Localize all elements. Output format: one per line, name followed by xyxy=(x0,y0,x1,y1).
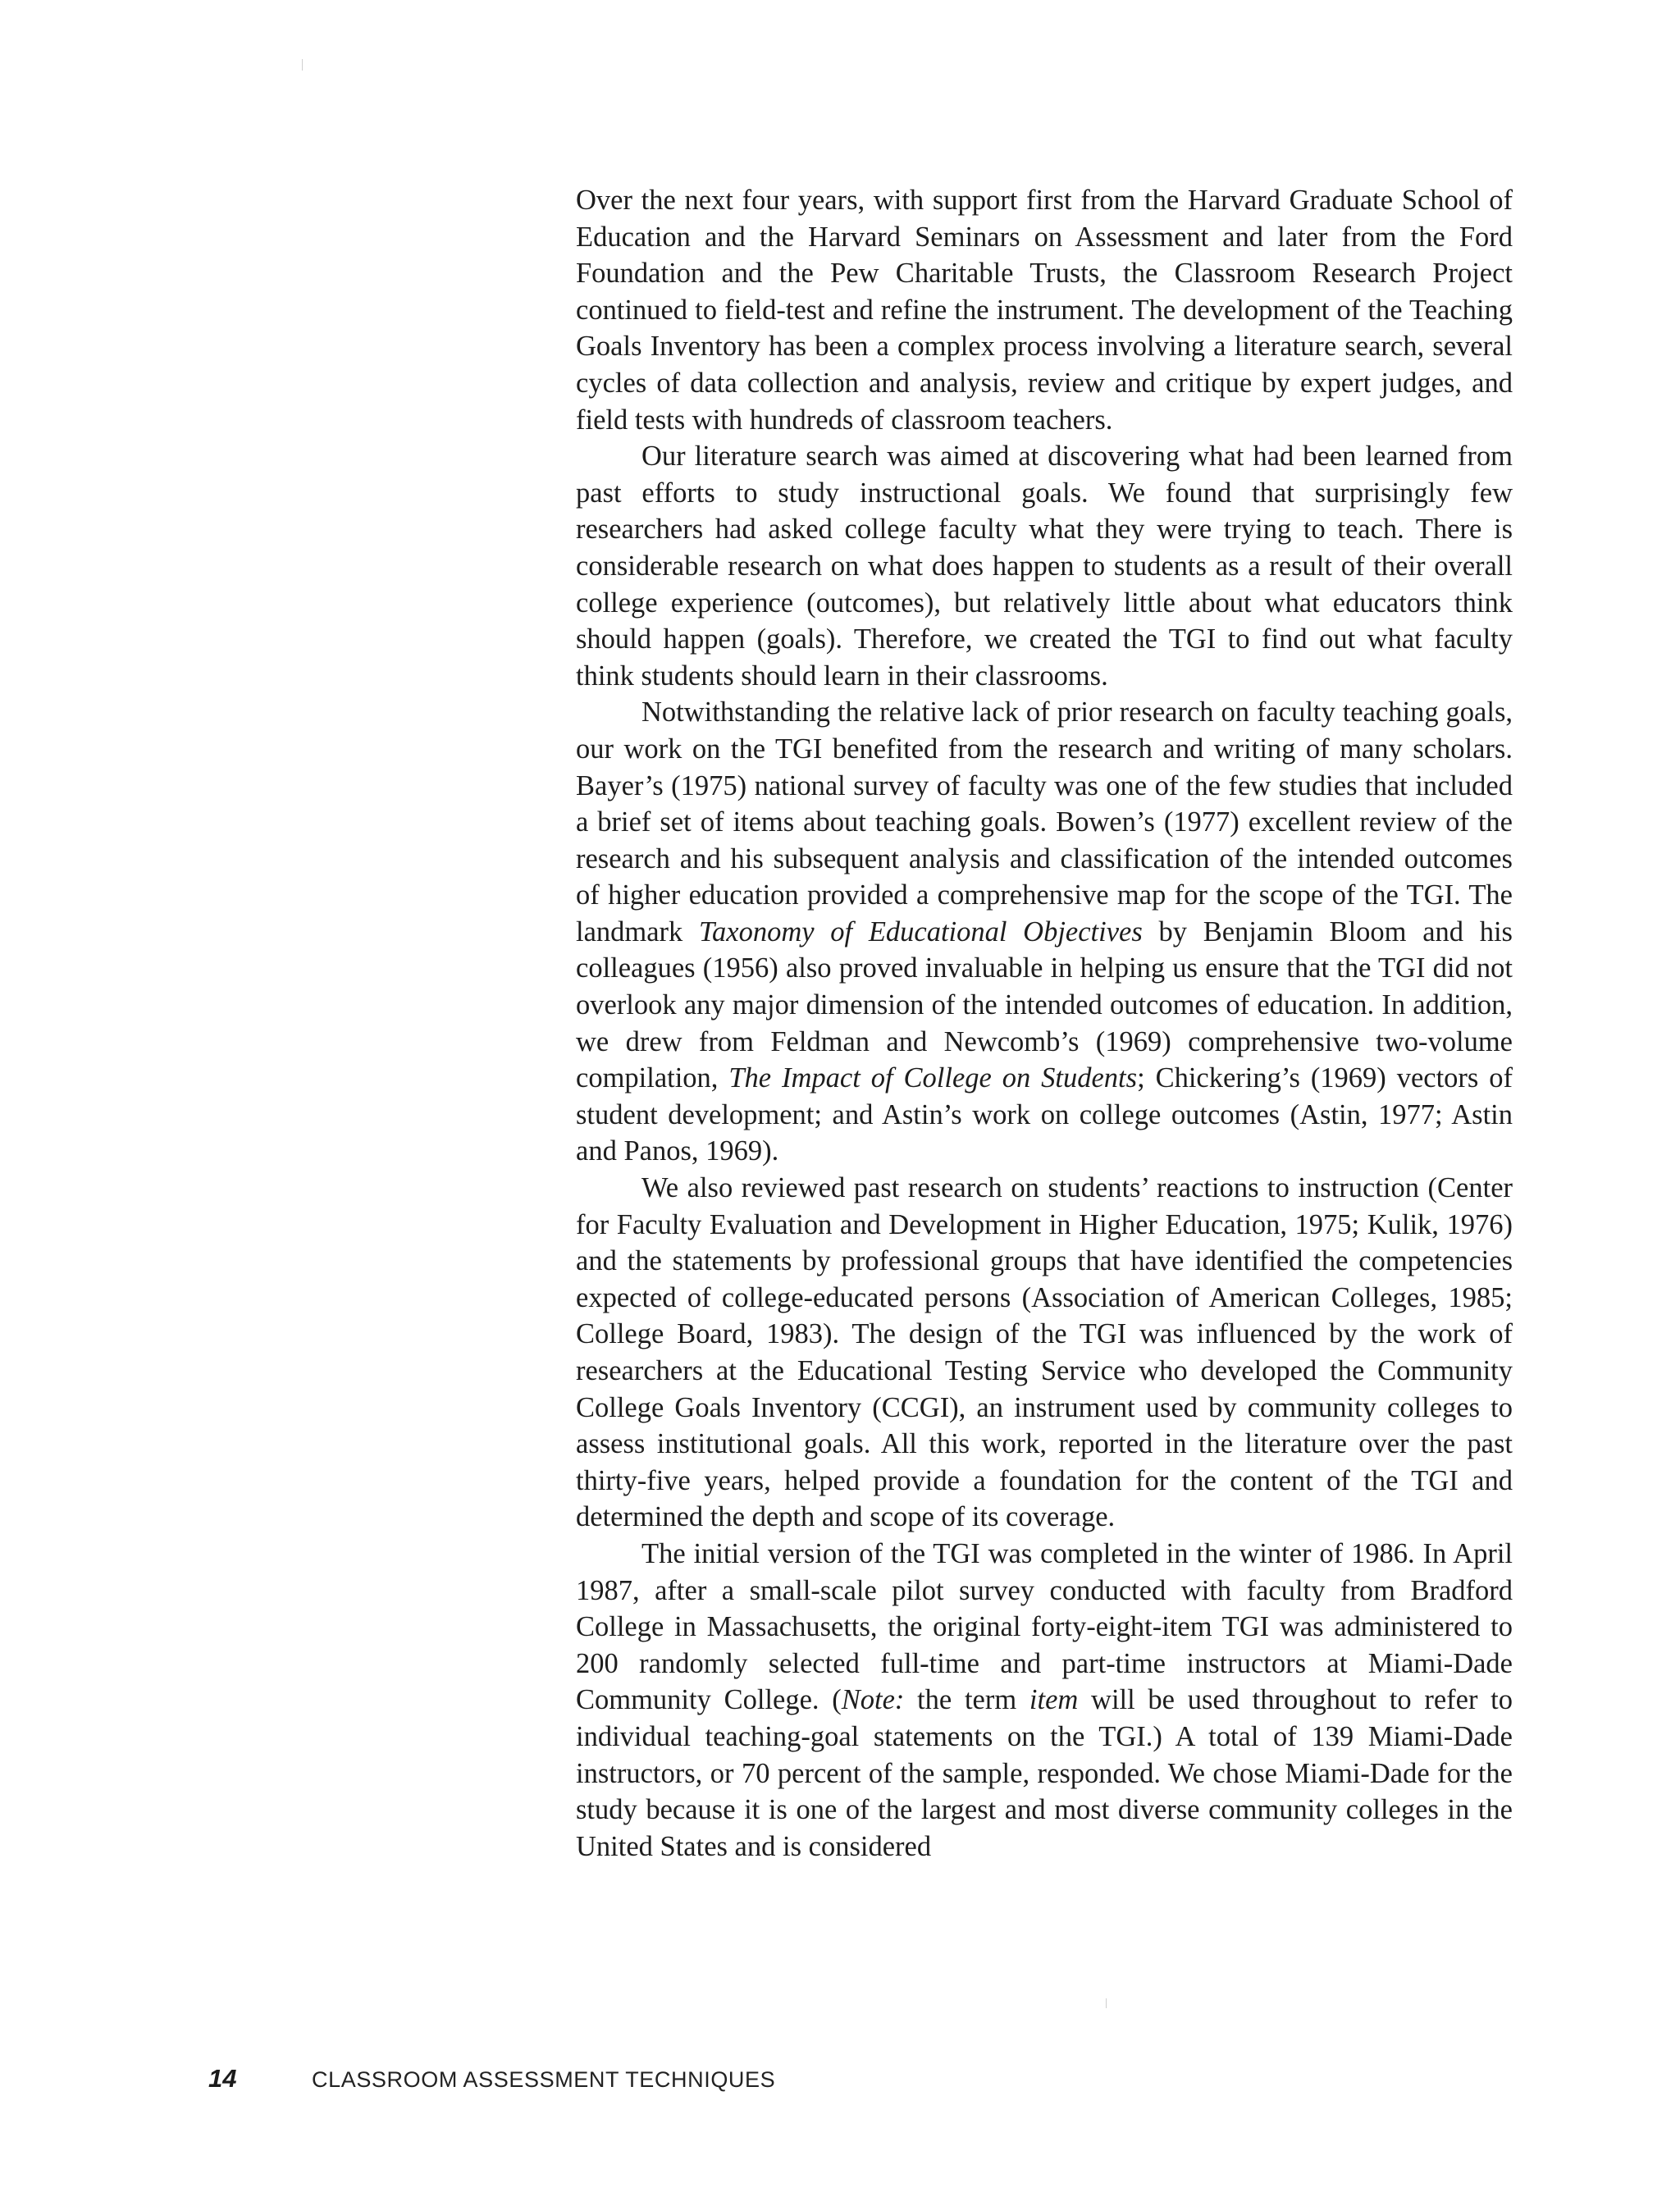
italic-text: Note: xyxy=(841,1684,905,1716)
text-run: We also reviewed past research on students’ reactions to instruction (Center for Faculty Evaluation and Development in Higher Education, 1975; Kulik, 1976) and the statements by professional groups that have identified the competencies expected of college-educated persons (Association of American Colleges, 1985; College Board, 1983). The design of the TGI was influenced by the work of researchers at the Educational Testing Service who developed the Community College Goals Inventory (CCGI), an instrument used by community colleges to assess institutional goals. All this work, reported in the literature over the past thirty-five years, helped provide a foundation for the content of the TGI and determined the depth and scope of its coverage. xyxy=(576,1172,1513,1533)
text-run: ; Chickering’s (1969) vectors of student development; and Astin’s work on college outcomes (Astin, 1977; Astin and Panos, 1969). xyxy=(576,1062,1513,1167)
italic-text: Taxonomy of Educational Objectives xyxy=(699,916,1143,947)
paragraph xyxy=(576,1536,1513,1865)
italic-text: The Impact of College on Students xyxy=(728,1062,1138,1094)
page-number: 14 xyxy=(208,2064,237,2093)
text-run: the term xyxy=(904,1684,1029,1716)
paragraph xyxy=(576,694,1513,1170)
page-footer xyxy=(208,2064,775,2097)
italic-text: item xyxy=(1029,1684,1079,1716)
paragraph xyxy=(576,1170,1513,1536)
scan-mark-top xyxy=(302,59,303,71)
paragraph xyxy=(576,438,1513,694)
scan-mark-bottom xyxy=(1106,1998,1107,2008)
text-run: Over the next four years, with support first from the Harvard Graduate School of Education and the Harvard Seminars on Assessment and later from the Ford Foundation and the Pew Charitable Trusts, the Classroom Research Project continued to field-test and refine the instrument. The development of the Teaching Goals Inventory has been a complex process involving a literature search, several cycles of data collection and analysis, review and critique by expert judges, and field tests with hundreds of classroom teachers. xyxy=(576,185,1513,436)
running-head: CLASSROOM ASSESSMENT TECHNIQUES xyxy=(312,2067,776,2092)
text-run: The initial version of the TGI was completed in the winter of 1986. In April 1987, after a small-scale pilot survey conducted with faculty from Bradford College in Massachusetts, the original forty-eight-item TGI was administered to 200 randomly selected full-time and part-time instructors at Miami-Dade Community College. ( xyxy=(576,1537,1513,1716)
body-text xyxy=(576,182,1513,1865)
text-run: Our literature search was aimed at discovering what had been learned from past efforts to study instructional goals. We found that surprisingly few researchers had asked college faculty what they were trying to teach. There is considerable research on what does happen to students as a result of their overall college experience (outcomes), but relatively little about what educators think should happen (goals). Therefore, we created the TGI to find out what faculty think students should learn in their classrooms. xyxy=(576,441,1513,692)
text-run: Notwithstanding the relative lack of prior research on faculty teaching goals, our work on the TGI benefited from the research and writing of many scholars. Bayer’s (1975) national survey of faculty was one of the few studies that included a brief set of items about teaching goals. Bowen’s (1977) excellent review of the research and his subsequent analysis and classification of the intended outcomes of higher education provided a comprehensive map for the scope of the TGI. The landmark xyxy=(576,696,1513,947)
text-run: will be used throughout to refer to individual teaching-goal statements on the TGI.) A total of 139 Miami-Dade instructors, or 70 percent of the sample, responded. We chose Miami-Dade for the study because it is one of the largest and most diverse community colleges in the United States and is considered xyxy=(576,1684,1513,1862)
paragraph xyxy=(576,182,1513,438)
text-run: by Benjamin Bloom and his colleagues (1956) also proved invaluable in helping us ensure that the TGI did not overlook any major dimension of the intended outcomes of education. In addition, we drew from Feldman and Newcomb’s (1969) comprehensive two-volume compilation, xyxy=(576,916,1513,1094)
